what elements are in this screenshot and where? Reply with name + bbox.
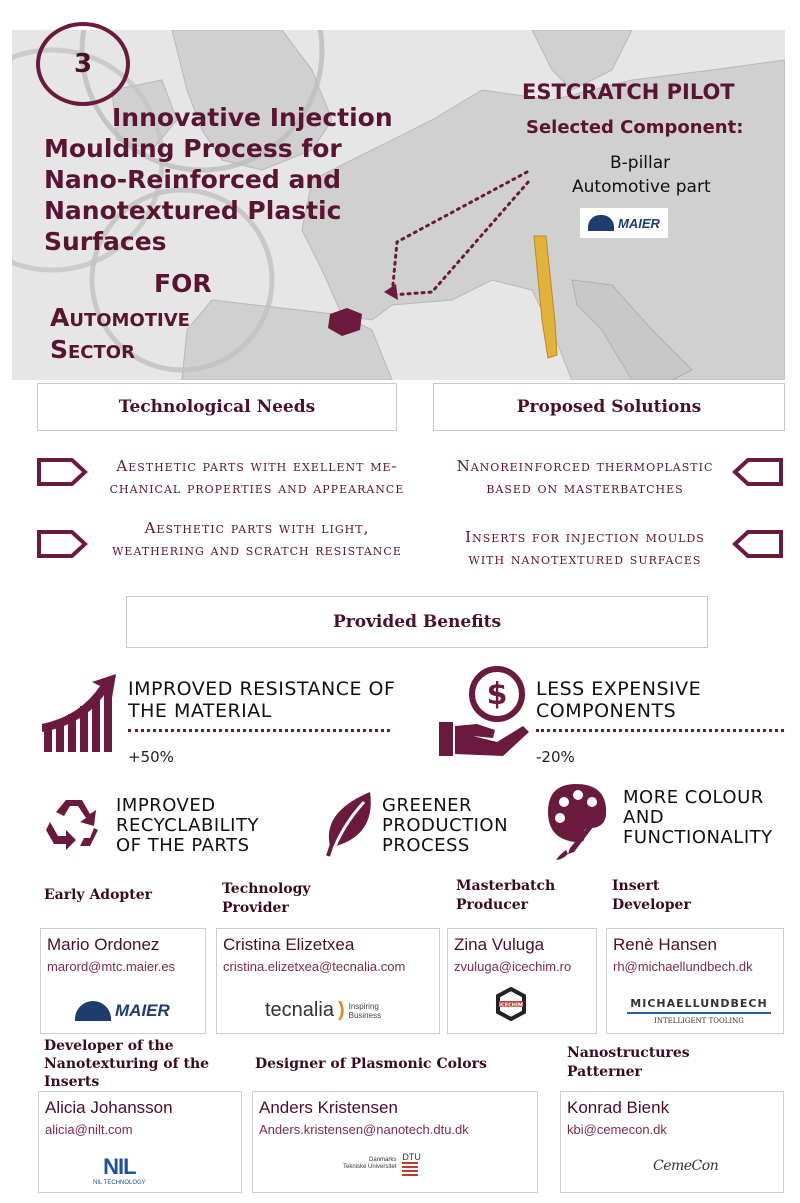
role-technology-provider: Technology Provider <box>222 881 311 916</box>
hero-sector-line-1: Automotive <box>50 303 190 332</box>
contact-name: Mario Ordonez <box>47 935 160 954</box>
resistance-benefit: IMPROVED RESISTANCE OF THE MATERIAL <box>128 678 396 722</box>
contact-name: Cristina Elizetxea <box>223 935 355 954</box>
partner-card-maier <box>40 928 206 1034</box>
contact-name: Alicia Johansson <box>45 1098 173 1117</box>
contact-name: Renè Hansen <box>613 935 717 954</box>
role-early-adopter: Early Adopter <box>44 887 152 903</box>
cost-benefit: LESS EXPENSIVE COMPONENTS <box>536 678 702 722</box>
selected-component-label: Selected Component: <box>526 117 744 138</box>
component-line-1: B-pillar <box>610 153 671 173</box>
resistance-value: +50% <box>128 748 174 766</box>
michaellundbech-logo: MICHAELLUNDBECH INTELLIGENT TOOLING <box>627 997 771 1025</box>
role-insert-developer: Insert Developer <box>612 878 691 913</box>
maier-logo-hero: MAIER <box>580 208 668 238</box>
hero-title-line-1: Innovative Injection <box>112 103 393 132</box>
partner-card-icechim <box>447 928 597 1034</box>
cemecon-logo: CemeCon <box>653 1158 719 1174</box>
hero-title-line-4: Nanotextured Plastic <box>44 196 342 225</box>
money-hand-icon <box>437 664 533 764</box>
contact-email[interactable]: marord@mtc.maier.es <box>47 959 176 974</box>
hero-title-line-3: Nano-Reinforced and <box>44 165 342 194</box>
need-item-2: Aesthetic parts with light, weathering and scratch resistance <box>112 519 402 559</box>
role-plasmonic-colors-designer: Designer of Plasmonic Colors <box>255 1056 487 1072</box>
solution-item-1: Nanoreinforced thermoplastic based on masterbatches <box>456 457 714 497</box>
solution-item-2: Inserts for injection moulds with nanotextured surfaces <box>465 528 705 568</box>
currency-symbol: $ <box>486 677 508 712</box>
need-item-1: Aesthetic parts with exellent me- chanical properties and appearance <box>109 457 405 497</box>
proposed-solutions-header: Proposed Solutions <box>433 383 785 431</box>
section-number-badge: 3 <box>36 22 130 106</box>
leaf-icon <box>322 788 374 858</box>
contact-name: Anders Kristensen <box>259 1098 398 1117</box>
contact-email[interactable]: cristina.elizetxea@tecnalia.com <box>223 959 406 974</box>
cost-value: -20% <box>536 748 575 766</box>
colour-benefit: MORE COLOUR AND FUNCTIONALITY <box>623 787 773 848</box>
contact-email[interactable]: alicia@nilt.com <box>45 1122 133 1137</box>
contact-email[interactable]: Anders.kristensen@nanotech.dtu.dk <box>259 1122 469 1137</box>
green-benefit: GREENER PRODUCTION PROCESS <box>382 795 509 856</box>
partner-card-tecnalia <box>216 928 440 1034</box>
need-tag-icon-2 <box>36 529 88 559</box>
partner-card-dtu <box>252 1091 538 1193</box>
hero-sector-line-2: Sector <box>50 335 135 364</box>
tecnalia-logo: tecnalia ) Inspiring Business <box>265 999 382 1021</box>
growth-chart-icon <box>40 672 122 754</box>
component-line-2: Automotive part <box>572 177 711 197</box>
partner-card-nil <box>38 1091 242 1193</box>
contact-name: Konrad Bienk <box>567 1098 670 1117</box>
contact-email[interactable]: kbi@cemecon.dk <box>567 1122 667 1137</box>
maier-arch-icon <box>75 1001 111 1021</box>
pilot-title: ESTCRATCH PILOT <box>522 80 735 104</box>
role-nanostructures-patterner: Nanostructures Patterner <box>567 1045 690 1080</box>
partner-card-michaellundbech <box>606 928 784 1034</box>
maier-logo: MAIER <box>75 1001 170 1021</box>
icechim-logo-icon <box>494 987 528 1021</box>
role-masterbatch-producer: Masterbatch Producer <box>456 878 556 913</box>
technological-needs-header: Technological Needs <box>37 383 397 431</box>
maier-arch-icon <box>588 215 614 231</box>
dtu-mark-icon <box>402 1162 418 1176</box>
nil-logo: NIL NIL TECHNOLOGY <box>93 1154 146 1186</box>
hero-title-line-5: Surfaces <box>44 227 167 256</box>
cost-divider <box>536 729 784 732</box>
contact-email[interactable]: rh@michaellundbech.dk <box>613 959 753 974</box>
recycle-icon <box>44 796 104 852</box>
resistance-divider <box>128 729 390 732</box>
need-tag-icon-1 <box>36 457 88 487</box>
provided-benefits-header: Provided Benefits <box>126 596 708 648</box>
role-nanotexturing-developer: Developer of the Nanotexturing of the Inserts <box>44 1038 210 1090</box>
partner-card-cemecon <box>560 1091 784 1193</box>
recycle-benefit: IMPROVED RECYCLABILITY OF THE PARTS <box>116 795 259 856</box>
svg-text:ICECHIM: ICECHIM <box>499 1002 523 1009</box>
contact-email[interactable]: zvuluga@icechim.ro <box>454 959 572 974</box>
dtu-logo: Danmarks Tekniske Universitet DTU <box>343 1152 421 1176</box>
hero-for-label: FOR <box>154 269 212 298</box>
hero-title-line-2: Moulding Process for <box>44 134 342 163</box>
tecnalia-flame-icon: ) <box>337 999 345 1021</box>
palette-brush-icon <box>544 780 610 862</box>
contact-name: Zina Vuluga <box>454 935 545 954</box>
